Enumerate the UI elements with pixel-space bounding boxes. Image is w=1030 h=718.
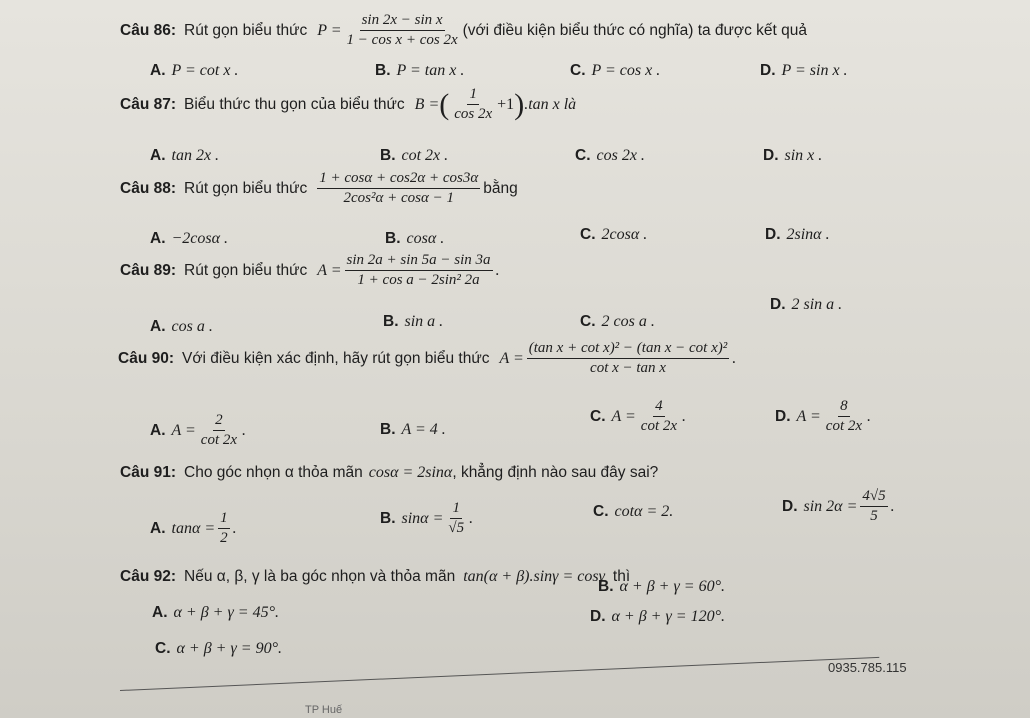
option-d[interactable] xyxy=(775,398,871,435)
question-92 xyxy=(120,568,630,586)
option-c[interactable] xyxy=(593,503,673,521)
option-value: cotα = 2. xyxy=(614,503,674,520)
option-value: cosα . xyxy=(406,230,445,247)
question-text: Rút gọn biểu thức xyxy=(184,21,308,39)
option-lhs: sinα = xyxy=(401,509,444,527)
option-label: B. xyxy=(598,578,614,595)
option-label: D. xyxy=(765,226,781,243)
option-value: α + β + γ = 45°. xyxy=(173,604,279,621)
option-a[interactable] xyxy=(150,412,246,449)
option-c[interactable] xyxy=(155,640,282,658)
option-value: cos 2x . xyxy=(596,147,645,164)
option-c[interactable] xyxy=(590,398,686,435)
option-label: D. xyxy=(782,497,798,515)
numerator: 1 xyxy=(467,86,479,105)
question-88 xyxy=(120,170,518,207)
option-tail: . xyxy=(890,497,895,515)
question-label: Câu 89: xyxy=(120,261,176,279)
option-b[interactable] xyxy=(380,500,473,537)
fraction xyxy=(218,510,230,547)
question-label: Câu 88: xyxy=(120,179,176,197)
option-value: P = cos x . xyxy=(591,62,661,79)
denominator: cos 2x xyxy=(454,106,493,122)
denominator: 1 − cos x + cos 2x xyxy=(346,32,458,48)
option-label: A. xyxy=(150,421,166,439)
formula-lhs: P = xyxy=(317,21,342,39)
question-tail: thì xyxy=(612,568,631,585)
question-label: Câu 92: xyxy=(120,568,176,585)
option-d[interactable] xyxy=(590,608,725,626)
fraction xyxy=(446,500,466,537)
option-value: P = sin x . xyxy=(781,62,848,79)
option-a[interactable] xyxy=(150,62,238,80)
question-tail: , khẳng định nào sau đây sai? xyxy=(452,464,659,481)
option-label: D. xyxy=(760,62,776,79)
question-tail: . xyxy=(495,261,500,279)
option-b[interactable] xyxy=(383,313,443,331)
option-value: cot 2x . xyxy=(401,147,449,164)
option-label: A. xyxy=(150,230,166,247)
question-tail: .tan x là xyxy=(524,95,577,113)
option-d[interactable] xyxy=(765,226,830,244)
option-value: α + β + γ = 120°. xyxy=(611,608,725,625)
question-87 xyxy=(120,86,576,123)
numerator: (tan x + cot x)² − (tan x − cot x)² xyxy=(527,340,729,359)
question-91 xyxy=(120,464,658,482)
question-label: Câu 86: xyxy=(120,21,176,39)
denominator: 2 xyxy=(220,530,228,546)
denominator: 2cos²α + cosα − 1 xyxy=(343,190,454,206)
option-value: α + β + γ = 60°. xyxy=(619,578,725,595)
fraction xyxy=(452,86,494,123)
denominator: cot 2x xyxy=(825,418,863,434)
option-label: C. xyxy=(593,503,609,520)
option-label: A. xyxy=(150,147,166,164)
fraction xyxy=(527,340,729,377)
option-label: C. xyxy=(590,407,606,425)
option-label: A. xyxy=(150,519,166,537)
option-value: sin a . xyxy=(404,313,444,330)
question-tail: (với điều kiện biểu thức có nghĩa) ta được kết quả xyxy=(462,21,807,39)
numerator: 1 xyxy=(450,500,462,519)
numerator: 2 xyxy=(213,412,225,431)
right-paren: ) xyxy=(514,87,525,121)
option-label: C. xyxy=(580,226,596,243)
option-value: A = 4 . xyxy=(401,421,446,438)
option-d[interactable] xyxy=(763,147,822,165)
fraction xyxy=(345,12,460,49)
option-d[interactable] xyxy=(782,488,895,525)
question-89 xyxy=(120,252,500,289)
option-tail: . xyxy=(242,421,247,439)
denominator: cot 2x xyxy=(640,418,678,434)
fraction xyxy=(824,398,864,435)
option-value: α + β + γ = 90°. xyxy=(176,640,282,657)
question-text: Với điều kiện xác định, hãy rút gọn biểu thức xyxy=(182,349,490,367)
question-text: Nếu α, β, γ là ba góc nhọn và thỏa mãn xyxy=(184,568,456,585)
option-a[interactable] xyxy=(150,230,228,248)
option-value: P = tan x . xyxy=(396,62,465,79)
option-value: 2 sin a . xyxy=(791,296,843,313)
option-a[interactable] xyxy=(150,510,237,547)
question-label: Câu 87: xyxy=(120,95,176,113)
option-b[interactable] xyxy=(375,62,464,80)
plus-one: +1 xyxy=(497,95,515,113)
denominator: 5 xyxy=(870,508,878,524)
option-c[interactable] xyxy=(580,313,655,331)
option-lhs: A = xyxy=(611,407,636,425)
question-text: Biểu thức thu gọn của biểu thức xyxy=(184,95,405,113)
option-label: D. xyxy=(763,147,779,164)
option-label: D. xyxy=(770,296,786,313)
option-d[interactable] xyxy=(760,62,848,80)
numerator: sin 2x − sin x xyxy=(360,12,445,31)
option-tail: . xyxy=(682,407,687,425)
option-c[interactable] xyxy=(580,226,647,244)
question-tail: . xyxy=(732,349,737,367)
option-value: −2cosα . xyxy=(171,230,229,247)
option-value: 2 cos a . xyxy=(601,313,655,330)
option-label: A. xyxy=(150,318,166,335)
footer-rule xyxy=(120,657,879,691)
option-value: sin x . xyxy=(784,147,823,164)
option-a[interactable] xyxy=(150,147,219,165)
option-lhs: sin 2α = xyxy=(803,497,858,515)
formula-lhs: A = xyxy=(499,349,524,367)
question-86 xyxy=(120,12,807,49)
option-value: 2cosα . xyxy=(601,226,648,243)
fraction xyxy=(199,412,239,449)
formula-lhs: A = xyxy=(317,261,342,279)
option-b[interactable] xyxy=(380,147,448,165)
formula-lhs: B = xyxy=(414,95,440,113)
option-label: A. xyxy=(150,62,166,79)
question-text: Rút gọn biểu thức xyxy=(184,179,308,197)
option-label: A. xyxy=(152,604,168,621)
condition: tan(α + β).sinγ = cosγ xyxy=(463,568,605,585)
option-label: B. xyxy=(380,509,396,527)
option-label: C. xyxy=(575,147,591,164)
numerator: 1 xyxy=(218,510,230,529)
option-tail: . xyxy=(469,509,474,527)
option-label: C. xyxy=(155,640,171,657)
question-text: Rút gọn biểu thức xyxy=(184,261,308,279)
option-value: cos a . xyxy=(171,318,213,335)
fraction xyxy=(317,170,480,207)
option-c[interactable] xyxy=(575,147,645,165)
numerator: 4 xyxy=(653,398,665,417)
option-value: tan 2x . xyxy=(171,147,220,164)
question-text: Cho góc nhọn α thỏa mãn xyxy=(184,464,363,481)
question-label: Câu 91: xyxy=(120,464,176,481)
option-label: D. xyxy=(590,608,606,625)
numerator: 1 + cosα + cos2α + cos3α xyxy=(317,170,480,189)
option-c[interactable] xyxy=(570,62,660,80)
option-label: B. xyxy=(380,147,396,164)
option-label: D. xyxy=(775,407,791,425)
denominator: 1 + cos a − 2sin² 2a xyxy=(357,272,480,288)
option-d[interactable] xyxy=(770,296,842,314)
numerator: sin 2a + sin 5a − sin 3a xyxy=(345,252,493,271)
option-label: B. xyxy=(375,62,391,79)
option-label: B. xyxy=(385,230,401,247)
option-lhs: A = xyxy=(171,421,196,439)
option-value: P = cot x . xyxy=(171,62,239,79)
option-lhs: tanα = xyxy=(171,519,216,537)
question-label: Câu 90: xyxy=(118,349,174,367)
question-tail: bằng xyxy=(483,179,518,197)
option-b[interactable] xyxy=(598,578,725,596)
question-90 xyxy=(118,340,736,377)
numerator: 8 xyxy=(838,398,850,417)
option-a[interactable] xyxy=(150,318,213,336)
option-tail: . xyxy=(867,407,872,425)
left-paren: ( xyxy=(439,87,450,121)
numerator: 4√5 xyxy=(860,488,887,507)
option-label: C. xyxy=(580,313,596,330)
option-label: B. xyxy=(383,313,399,330)
condition: cosα = 2sinα xyxy=(368,464,453,481)
denominator: √5 xyxy=(448,520,465,536)
option-label: C. xyxy=(570,62,586,79)
option-tail: . xyxy=(232,519,237,537)
option-b[interactable] xyxy=(385,230,444,248)
denominator: cot x − tan x xyxy=(590,360,666,376)
denominator: cot 2x xyxy=(200,432,238,448)
option-label: B. xyxy=(380,421,396,438)
watermark: TP Huế xyxy=(305,704,343,716)
option-b[interactable] xyxy=(380,421,446,439)
option-value: 2sinα . xyxy=(786,226,830,243)
option-a[interactable] xyxy=(152,604,279,622)
option-lhs: A = xyxy=(796,407,821,425)
fraction xyxy=(639,398,679,435)
footer-phone: 0935.785.115 xyxy=(828,660,907,675)
fraction xyxy=(345,252,493,289)
fraction xyxy=(860,488,887,525)
